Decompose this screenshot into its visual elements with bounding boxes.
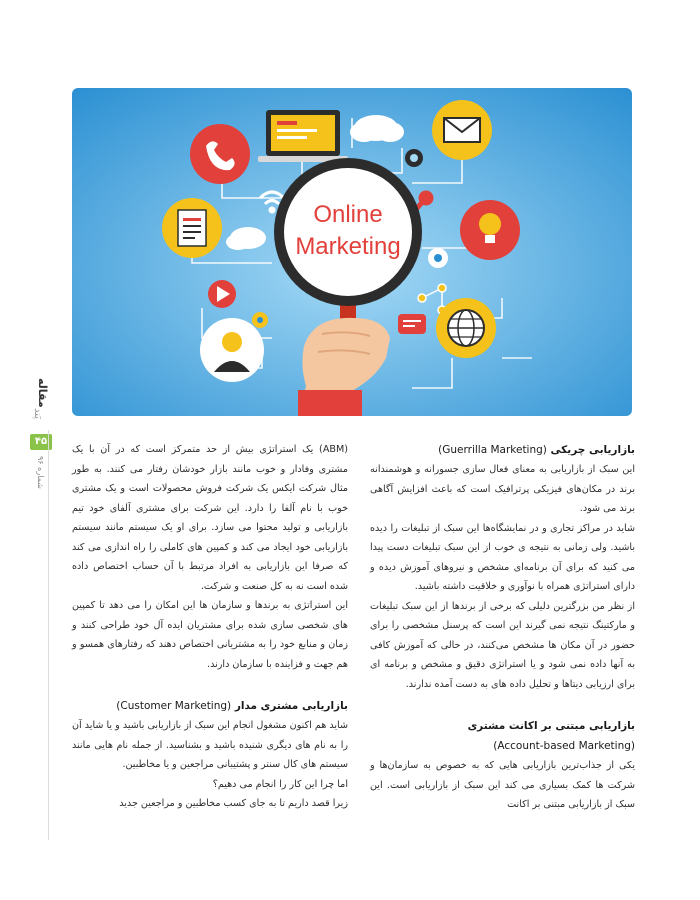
magnifier-icon — [274, 158, 422, 306]
heading-text: بازاریابی مشتری مدار — [234, 700, 348, 712]
paragraph: اما چرا این کار را انجام می دهیم؟ — [212, 778, 348, 790]
article-column-right — [370, 440, 635, 815]
phone-icon — [190, 124, 250, 184]
paragraph: (ABM) یک استراتژی بیش از حد متمرکز است که در آن با یک مشتری وفادار و خوب مانند بازار خودشان رفتار می کنند. به طور مثال شرکت ایکس یک شرکت فروش محصولات است و یک مشتری خوب با نام آلفا را دارد. این شرکت برای مشتری آلفای خود تیم بازاریابی و تولید محتوا می سازد. برای او یک سیستم مانند سیستم بازاریابی خود ایجاد می کند و کمپین های کاملی را راه اندازی می کند که صرفا این بازاریابی به افراد مرتبط با آن حساب اختصاص داده شده است نه به کل صنعت و شرکت. — [72, 444, 348, 592]
paragraph: شاید در مراکز تجاری و در نمایشگاه‌ها این سبک از تبلیغات را دیده باشید. ولی زمانی به نتیجه ی خوب از این سبک تبلیغات دست پیدا می کنید که برای آن برنامه‌ای مشخص و نیروهای آموزش دیده و دارای استراتژی همراه با نوآوری و خلاقیت داشته باشید. — [370, 522, 635, 592]
play-icon — [208, 280, 236, 308]
envelope-icon — [432, 100, 492, 160]
laptop-icon — [258, 110, 348, 162]
gear-icon — [428, 248, 448, 268]
paragraph: از نظر من بزرگترین دلیلی که برخی از برندها از این سبک تبلیغات و مارکتینگ نتیجه نمی گیرند این است که پرسنل مشخصی را برای حضور در آن مکان ها مشخص می‌کنند، در حالی که آموزش کافی به آنها داده نمی شود و یا استراتژی دقیق و مشخص و برنامه ای برای ارزیابی دیتاها و تحلیل داده های به دست آمده ندارند. — [370, 600, 635, 690]
hero-title-line2: Marketing — [295, 233, 401, 260]
article-column-left — [72, 440, 348, 814]
section-heading: بازاریابی مبتنی بر اکانت مشتری — [467, 720, 635, 732]
section-heading — [72, 696, 348, 716]
section-heading-english: (Account-based Marketing) — [493, 740, 635, 752]
globe-icon — [436, 298, 496, 358]
hero-title-line1: Online — [313, 201, 383, 228]
section-heading — [370, 440, 635, 460]
section-label: مقاله — [36, 378, 49, 408]
column-divider — [48, 430, 49, 840]
lightbulb-icon — [460, 200, 520, 260]
page-sidebar — [30, 378, 58, 518]
gear-icon — [252, 312, 268, 328]
magazine-logo: پَند — [32, 408, 43, 420]
paragraph: زیرا قصد داریم تا به جای کسب مخاطبین و مراجعین جدید — [119, 798, 348, 809]
document-icon — [162, 198, 222, 258]
paragraph: شاید هم اکنون مشغول انجام این سبک از بازاریابی باشید و یا شاید آن را به نام های دیگری شنیده باشید و بشناسید. از جمله نام هایی مانند سیستم های کال سنتر و پشتیبانی مراجعین و یا مخاطبین. — [72, 720, 348, 770]
page-number: ۴۵ — [30, 434, 52, 450]
hero-illustration — [72, 88, 632, 416]
paragraph: این استراتژی به برندها و سازمان ها این امکان را می دهد تا کمپین های شخصی سازی شده برای مشتریان ایده آل خود طراحی کنند و زمان و منابع خود را به مشتریانی اختصاص دهند که رفتارهای همسو و هم جهت و فزاینده با سازمان دارند. — [72, 600, 348, 670]
heading-text: بازاریابی چریکی — [550, 444, 635, 456]
paragraph: این سبک از بازاریابی به معنای فعال سازی جسورانه و هوشمندانه برند در مکان‌های فیزیکی پرترافیک است که باعث افزایش آگاهی برند می شود. — [370, 464, 635, 514]
chat-icon — [398, 314, 426, 334]
heading-english: (Customer Marketing) — [116, 700, 232, 712]
user-icon — [200, 318, 264, 382]
issue-label: شماره ۹۶ — [36, 456, 45, 489]
heading-english: (Guerrilla Marketing) — [438, 444, 547, 456]
gear-icon — [405, 149, 423, 167]
paragraph: یکی از جذاب‌ترین بازاریابی هایی که به خصوص به سازمان‌ها و شرکت ها کمک بسیاری می کند این سبک از بازاریابی است. این سبک از بازاریابی مبتنی بر اکانت — [370, 760, 635, 810]
